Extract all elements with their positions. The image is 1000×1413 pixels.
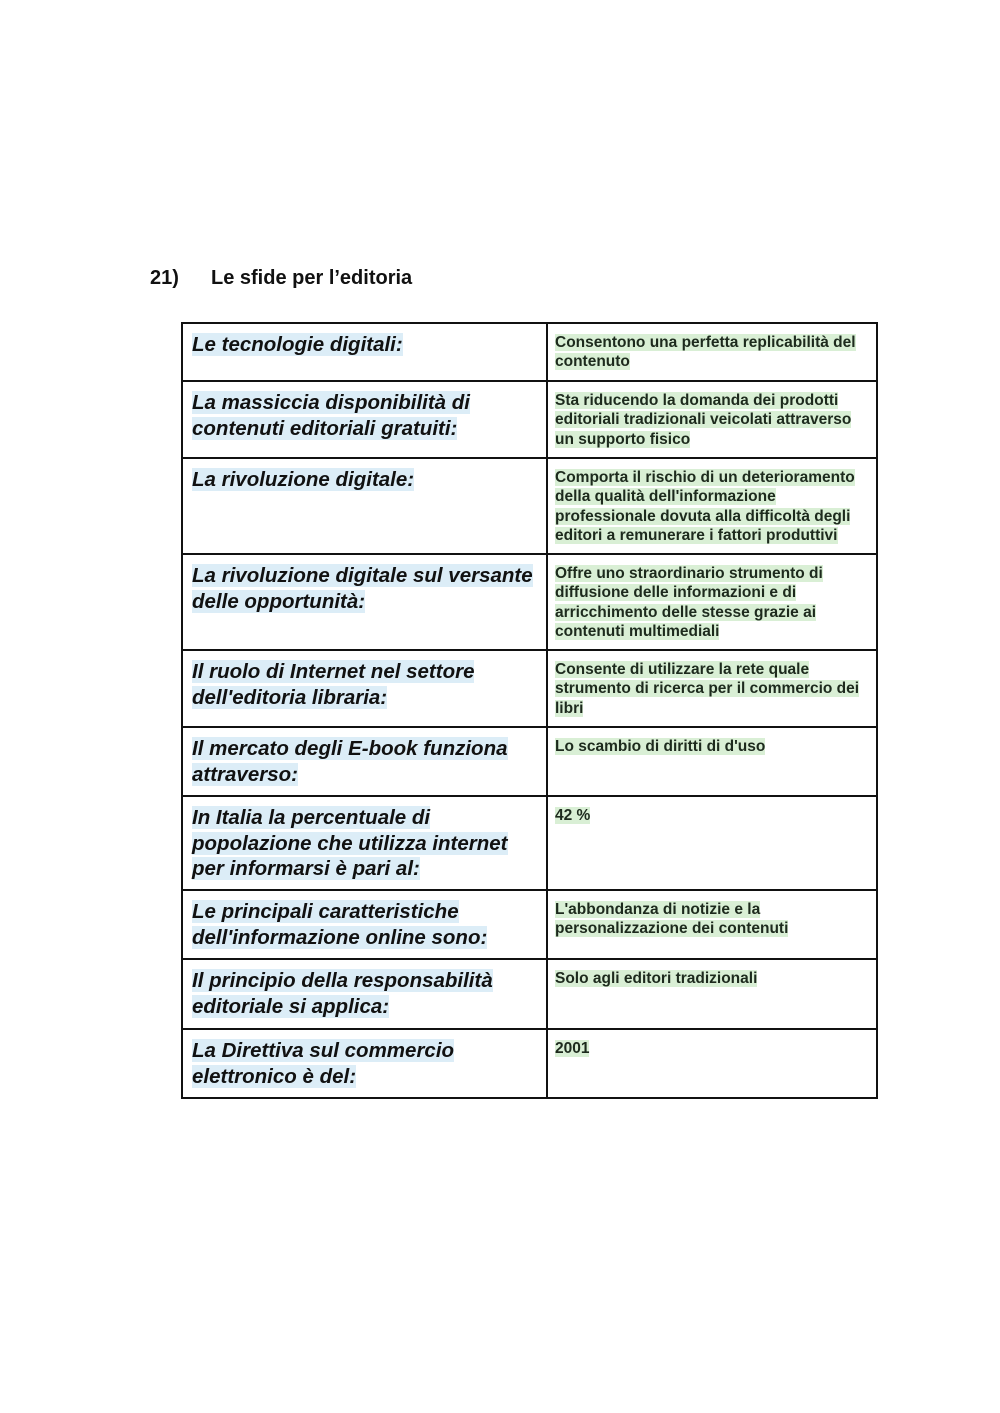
table-row [182, 796, 877, 890]
question-text: La rivoluzione digitale sul versante delle opportunità: [192, 564, 533, 613]
question-text: Il ruolo di Internet nel settore dell'editoria libraria: [192, 660, 475, 709]
answer-text: 2001 [555, 1040, 590, 1057]
section-number: 21) [150, 267, 179, 289]
table-row [182, 650, 877, 727]
qa-table [181, 322, 878, 1099]
answer-text: 42 % [555, 807, 591, 824]
question-text: In Italia la percentuale di popolazione che utilizza internet per informarsi è pari al: [192, 806, 508, 880]
table-row [182, 323, 877, 381]
question-cell [182, 381, 547, 458]
question-text: La massiccia disponibilità di contenuti editoriali gratuiti: [192, 391, 470, 440]
table-row [182, 1029, 877, 1098]
table-row [182, 381, 877, 458]
section-heading [150, 264, 412, 292]
question-cell [182, 1029, 547, 1098]
answer-text: Offre uno straordinario strumento di diffusione delle informazioni e di arricchimento delle stesse grazie ai contenuti multimediali [555, 565, 823, 641]
answer-cell [547, 796, 877, 890]
answer-cell [547, 554, 877, 650]
table-row [182, 554, 877, 650]
answer-text: Comporta il rischio di un deterioramento della qualità dell'informazione professionale dovuta alla difficoltà degli editori a remunerare i fattori produttivi [555, 469, 855, 545]
question-cell [182, 554, 547, 650]
answer-cell [547, 959, 877, 1029]
question-text: La Direttiva sul commercio elettronico è del: [192, 1039, 455, 1088]
table-row [182, 727, 877, 796]
question-text: Il mercato degli E-book funziona attraverso: [192, 737, 508, 786]
table-row [182, 959, 877, 1029]
answer-text: Sta riducendo la domanda dei prodotti editoriali tradizionali veicolati attraverso un supporto fisico [555, 392, 852, 448]
answer-cell [547, 650, 877, 727]
question-text: Le principali caratteristiche dell'informazione online sono: [192, 900, 488, 949]
answer-cell [547, 727, 877, 796]
question-cell [182, 323, 547, 381]
answer-cell [547, 890, 877, 959]
answer-cell [547, 323, 877, 381]
table-row [182, 890, 877, 959]
question-cell [182, 650, 547, 727]
answer-cell [547, 458, 877, 554]
table-row [182, 458, 877, 554]
answer-text: Lo scambio di diritti di d'uso [555, 738, 766, 755]
question-cell [182, 890, 547, 959]
question-text: La rivoluzione digitale: [192, 468, 415, 491]
answer-cell [547, 381, 877, 458]
answer-text: L'abbondanza di notizie e la personalizzazione dei contenuti [555, 901, 789, 938]
answer-cell [547, 1029, 877, 1098]
question-cell [182, 458, 547, 554]
question-cell [182, 796, 547, 890]
answer-text: Consentono una perfetta replicabilità del contenuto [555, 334, 856, 371]
question-cell [182, 727, 547, 796]
question-cell [182, 959, 547, 1029]
answer-text: Consente di utilizzare la rete quale strumento di ricerca per il commercio dei libri [555, 661, 860, 717]
section-title: Le sfide per l’editoria [211, 267, 413, 289]
answer-text: Solo agli editori tradizionali [555, 970, 758, 987]
question-text: Le tecnologie digitali: [192, 333, 403, 356]
question-text: Il principio della responsabilità editoriale si applica: [192, 969, 493, 1018]
